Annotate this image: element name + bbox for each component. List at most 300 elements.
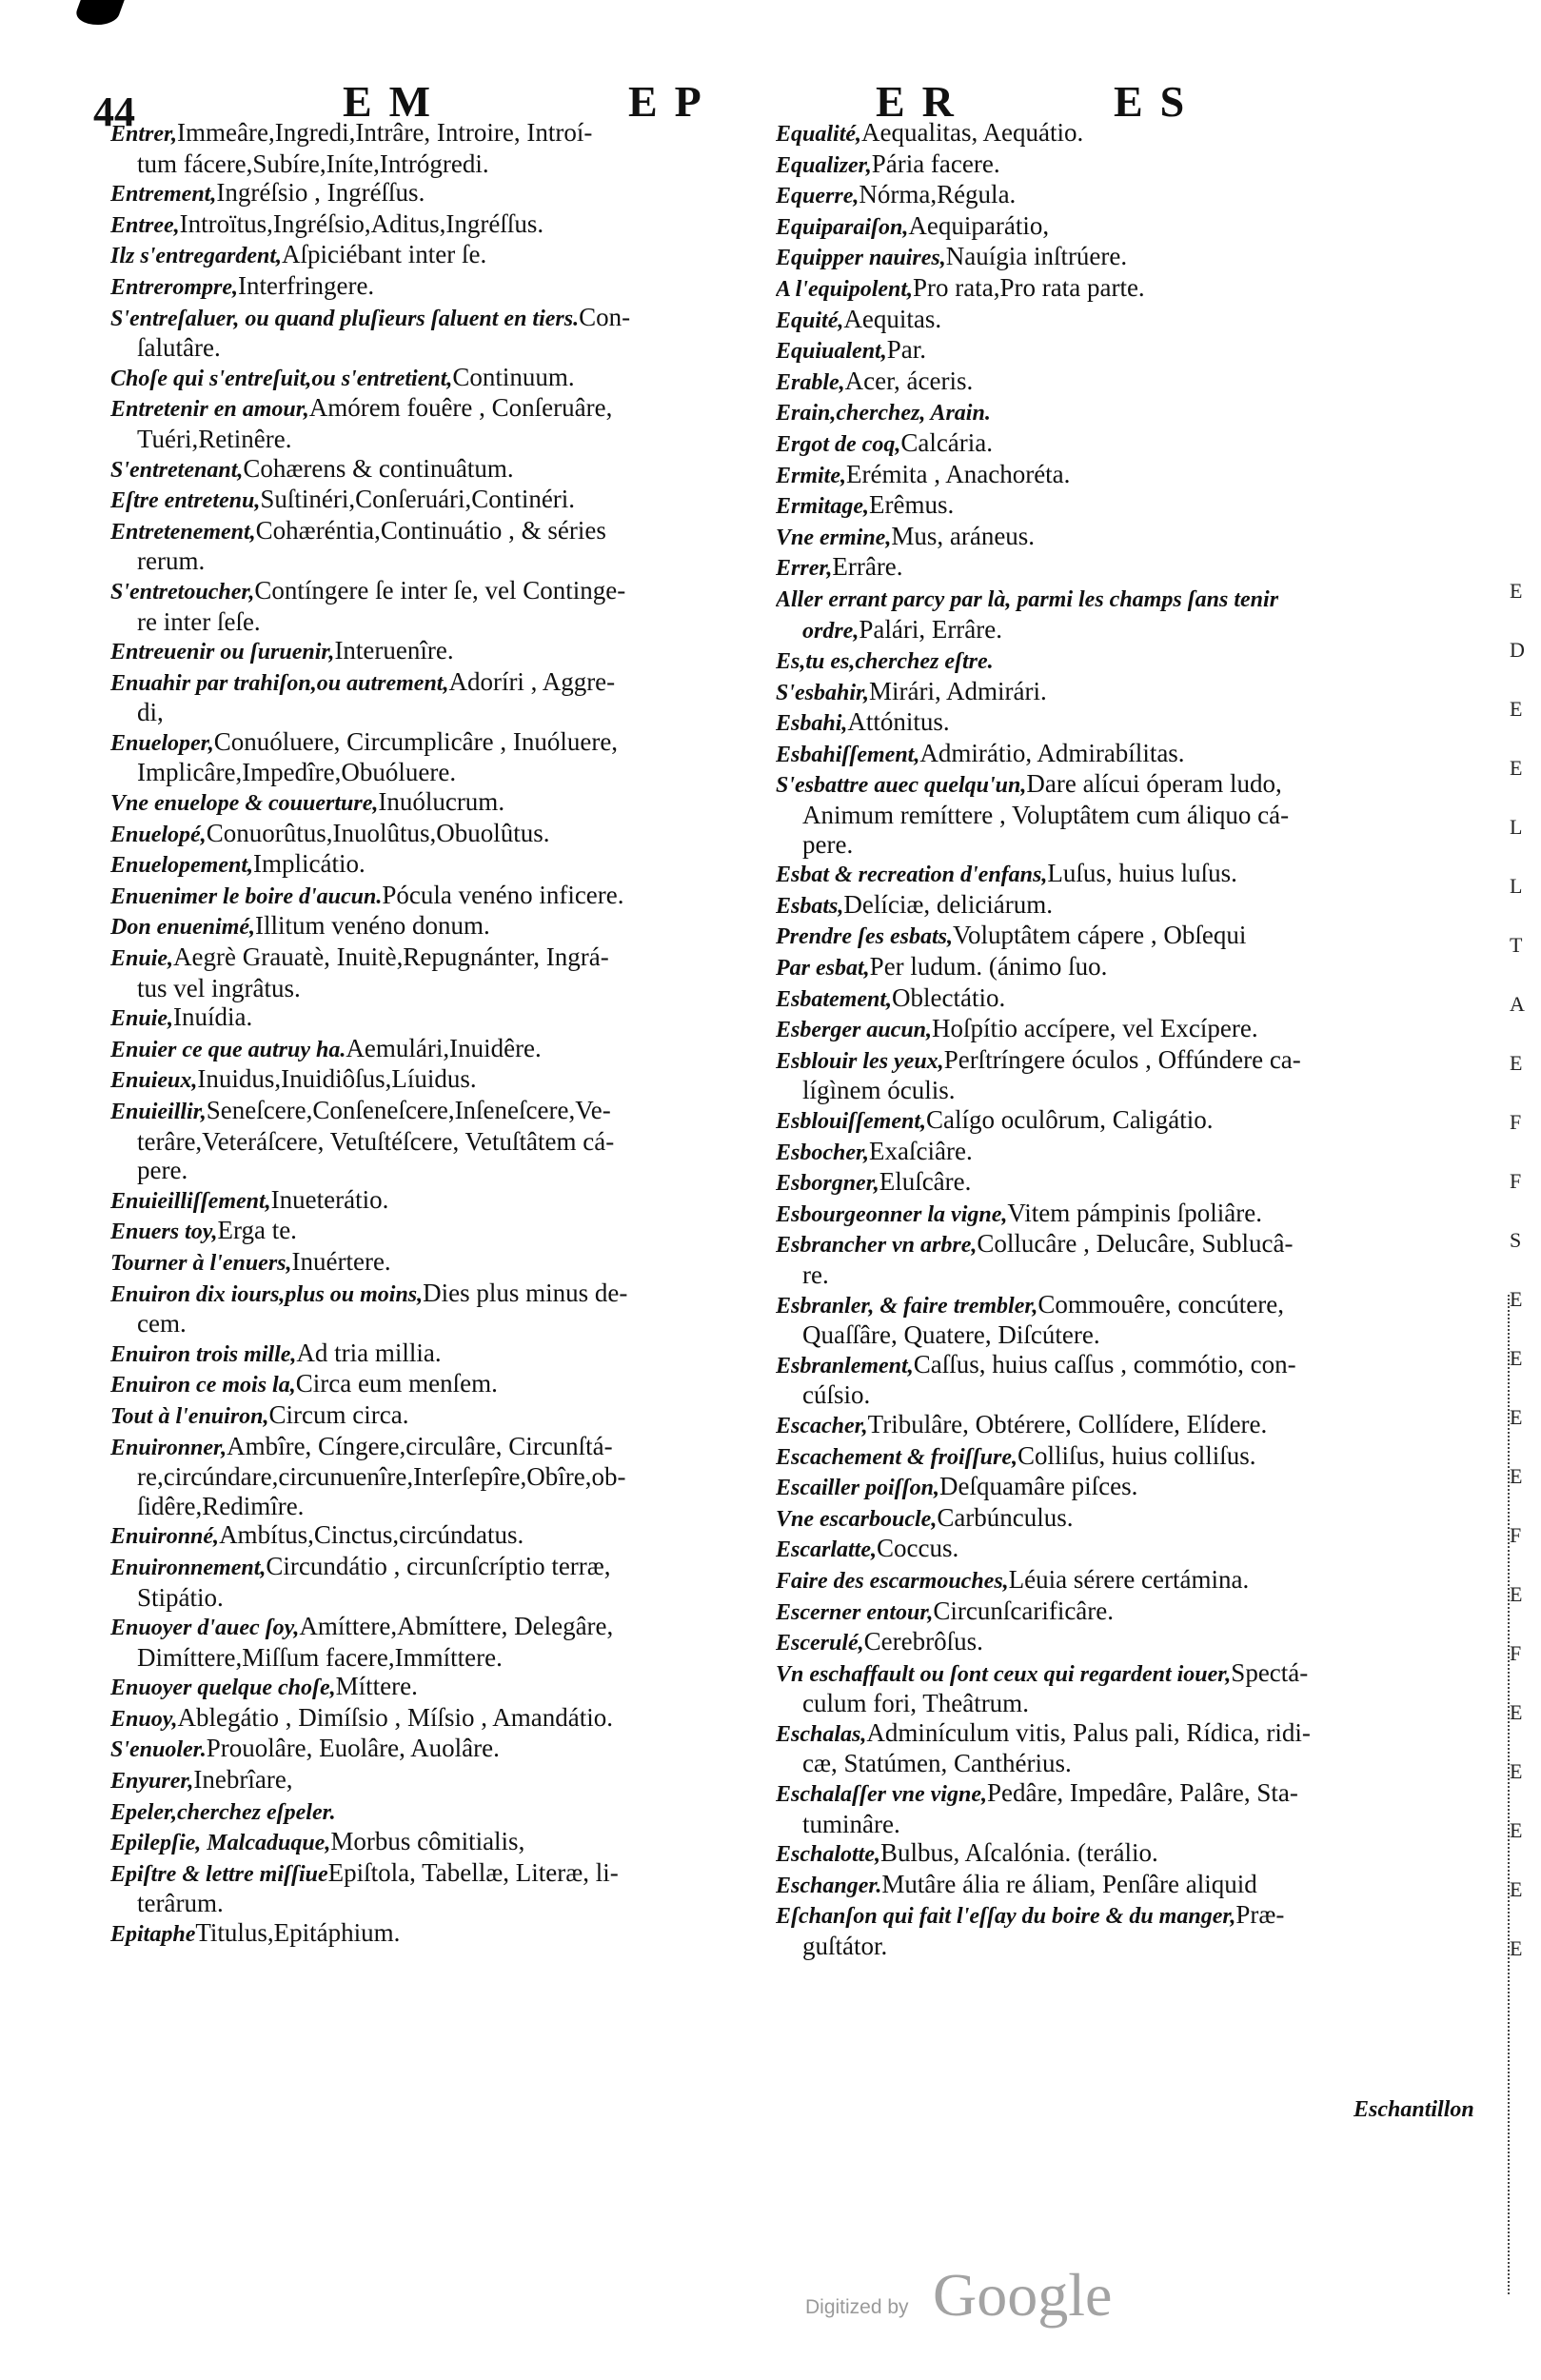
edge-fragment: F	[1510, 1641, 1522, 1665]
entry-translation: Epiſtola, Tabellæ, Literæ, li-	[327, 1857, 619, 1887]
entry-headword: Enuironnement,	[110, 1555, 267, 1580]
dictionary-entry	[110, 178, 760, 209]
entry-translation: Inebrîare,	[193, 1765, 293, 1795]
entry-translation: Collucâre , Delucâre, Sublucâ-	[977, 1229, 1294, 1259]
google-logo: Google	[933, 2261, 1113, 2329]
entry-headword: Enuiron ce mois la,	[110, 1373, 296, 1398]
entry-translation: Ambítus,Cinctus,circúndatus.	[219, 1520, 524, 1550]
entry-headword: Escacher,	[776, 1413, 868, 1438]
entry-headword: S'esbahir,	[776, 680, 870, 705]
entry-translation: Vitem pámpinis ſpoliâre.	[1007, 1198, 1262, 1227]
dictionary-entry	[110, 1827, 760, 1858]
dictionary-entry	[776, 1932, 1469, 1961]
entry-headword: Enuoy,	[110, 1706, 178, 1732]
dictionary-entry	[110, 636, 760, 667]
entry-headword: ordre,	[802, 618, 859, 644]
entry-translation: Delíciæ, deliciárum.	[843, 889, 1054, 919]
entry-headword: Esborgner,	[776, 1171, 879, 1197]
entry-translation: Aequalitas, Aequátio.	[861, 118, 1084, 147]
dictionary-entry	[776, 397, 1469, 428]
entry-headword: Equipper nauires,	[776, 246, 946, 271]
edge-fragment: D	[1510, 638, 1525, 662]
entry-translation: Aemulári,Inuidêre.	[346, 1033, 542, 1062]
dictionary-entry	[776, 707, 1469, 739]
entry-headword: Equerre,	[776, 184, 859, 209]
entry-headword: Epilepſie, Malcaduque,	[110, 1831, 331, 1856]
dictionary-entry	[110, 911, 760, 942]
entry-translation: Commouêre, concútere,	[1037, 1289, 1285, 1319]
entry-translation: re.	[802, 1259, 829, 1289]
entry-headword: Epitaphe	[110, 1922, 196, 1948]
dictionary-entry	[110, 1703, 760, 1735]
dictionary-entry	[110, 1064, 760, 1096]
dictionary-entry	[776, 1290, 1469, 1321]
dictionary-entry	[776, 1658, 1469, 1690]
entry-translation: Inuólucrum.	[378, 787, 505, 817]
dictionary-entry	[776, 830, 1469, 860]
entry-translation: Immeâre,Ingredi,Intrâre, Introire, Introí-	[177, 118, 593, 147]
entry-translation: Mirári, Admirári.	[869, 676, 1047, 705]
entry-translation: lígìnem óculis.	[802, 1076, 956, 1105]
entry-translation: Dies plus minus de-	[423, 1278, 628, 1307]
entry-headword: Entretenement,	[110, 519, 256, 545]
entry-translation: Circa eum menſem.	[295, 1369, 498, 1398]
entry-translation: Calcária.	[900, 427, 994, 457]
edge-fragment: A	[1510, 992, 1525, 1016]
edge-fragment: E	[1510, 1287, 1523, 1311]
entry-headword: Esbats,	[776, 893, 844, 919]
dictionary-entry	[776, 584, 1469, 615]
entry-translation: Aequitas.	[843, 304, 942, 333]
entry-translation: Inuértere.	[291, 1246, 391, 1276]
entry-translation: Léuia sérere certámina.	[1008, 1564, 1250, 1594]
entry-headword: S'entretoucher,	[110, 579, 255, 605]
entry-headword: Enueloper,	[110, 730, 214, 756]
entry-headword: Choſe qui s'entreſuit,ou s'entretient,	[110, 366, 453, 391]
entry-translation: Con-	[579, 302, 631, 331]
dictionary-entry	[110, 1552, 760, 1583]
dictionary-entry	[776, 1472, 1469, 1503]
edge-fragment: F	[1510, 1110, 1522, 1134]
entry-translation: Eluſcâre.	[879, 1167, 972, 1197]
dictionary-entry	[776, 1380, 1469, 1410]
dictionary-entry	[776, 1045, 1469, 1077]
dictionary-entry	[776, 769, 1469, 801]
entry-translation: Mutâre ália re áliam, Penſâre aliquid	[881, 1869, 1257, 1898]
entry-translation: cúſsio.	[802, 1380, 871, 1410]
entry-translation: Luſus, huius luſus.	[1047, 859, 1237, 888]
entry-translation: Nauígia inſtrúere.	[945, 242, 1128, 271]
edge-fragment: L	[1510, 815, 1523, 839]
entry-headword: Tout à l'enuiron,	[110, 1403, 269, 1429]
entry-translation: Morbus cômitialis,	[330, 1827, 525, 1856]
dictionary-entry	[776, 1749, 1469, 1778]
entry-headword: Erain,cherchez, Arain.	[776, 401, 991, 426]
entry-translation: Aſpiciébant inter ſe.	[282, 240, 487, 269]
dictionary-entry	[776, 983, 1469, 1015]
entry-translation: Ambîre, Cíngere,circulâre, Circunſtá-	[227, 1431, 613, 1460]
dictionary-entry	[110, 727, 760, 759]
dictionary-entry	[776, 859, 1469, 890]
entry-headword: Eschalas,	[776, 1721, 867, 1747]
entry-headword: Vne enuelope & couuerture,	[110, 791, 379, 817]
dictionary-entry	[110, 1127, 760, 1157]
entry-translation: re inter ſeſe.	[137, 606, 261, 636]
edge-fragment: E	[1510, 1759, 1523, 1783]
entry-translation: Pócula venéno inficere.	[382, 880, 624, 909]
entry-headword: Entretenir en amour,	[110, 397, 309, 423]
entry-headword: Equiparaiſon,	[776, 214, 909, 240]
dictionary-entry	[776, 552, 1469, 584]
footer-digitized-label: Digitized by	[805, 2296, 909, 2318]
dictionary-entry	[110, 1034, 760, 1065]
dictionary-entry	[776, 1689, 1469, 1718]
entry-translation: Pedâre, Impedâre, Palâre, Sta-	[986, 1778, 1298, 1808]
entry-headword: Prendre ſes esbats,	[776, 924, 953, 950]
dictionary-entry	[110, 333, 760, 363]
entry-headword: Enuiron dix iours,plus ou moins,	[110, 1281, 424, 1307]
entry-translation: pere.	[802, 829, 854, 859]
dictionary-entry	[110, 1002, 760, 1034]
dictionary-entry	[110, 1185, 760, 1217]
entry-headword: Equité,	[776, 307, 844, 333]
entry-translation: Bulbus, Aſcalónia. (terálio.	[880, 1838, 1158, 1868]
dictionary-entry	[110, 516, 760, 547]
dictionary-entry	[776, 305, 1469, 336]
entry-translation: tum fácere,Subíre,Iníte,Intrógredi.	[137, 149, 489, 178]
entry-translation: Caſſus, huius caſſus , commótio, con-	[913, 1349, 1296, 1378]
entry-headword: Esbahiſſement,	[776, 742, 920, 767]
entry-headword: Ergot de coq,	[776, 431, 901, 457]
entry-headword: Esbranlement,	[776, 1353, 914, 1378]
entry-translation: Palári, Errâre.	[859, 614, 1003, 644]
edge-fragment: E	[1510, 1936, 1523, 1960]
entry-translation: Deſquamâre piſces.	[939, 1472, 1138, 1501]
entry-translation: re,circúndare,circunuenîre,Interſepîre,Obîre,ob-	[137, 1462, 626, 1492]
entry-headword: Enuieillir,	[110, 1100, 207, 1124]
dictionary-entry	[110, 1339, 760, 1370]
entry-headword: Enuiron trois mille,	[110, 1341, 297, 1367]
dictionary-entry	[776, 921, 1469, 952]
entry-translation: Dare alícui óperam ludo,	[1026, 769, 1282, 799]
entry-headword: Entree,	[110, 212, 180, 238]
entry-headword: Epiſtre & lettre miſſiue	[110, 1861, 328, 1887]
entry-translation: Circum circa.	[268, 1399, 409, 1429]
dictionary-entry	[110, 1672, 760, 1703]
entry-translation: Adoríri , Aggre-	[448, 666, 616, 696]
entry-headword: Vn eschaffault ou ſont ceux qui regardent iouer,	[776, 1661, 1232, 1687]
edge-fragment: T	[1510, 933, 1523, 957]
entry-translation: tus vel ingrâtus.	[137, 973, 301, 1002]
entry-translation: pere.	[137, 1156, 188, 1185]
left-column	[110, 118, 760, 1950]
dictionary-entry	[776, 273, 1469, 305]
entry-translation: Erga te.	[217, 1216, 297, 1245]
entry-headword: Enuoyer quelque choſe,	[110, 1676, 336, 1701]
dictionary-entry	[776, 180, 1469, 211]
entry-translation: Seneſcere,Conſeneſcere,Inſeneſcere,Ve-	[206, 1096, 611, 1124]
dictionary-entry	[776, 890, 1469, 922]
entry-translation: Ad tria millia.	[296, 1338, 442, 1367]
dictionary-entry	[110, 271, 760, 303]
entry-translation: Dimíttere,Miſſum facere,Immíttere.	[137, 1642, 503, 1672]
entry-translation: Amíttere,Abmíttere, Delegâre,	[299, 1612, 614, 1641]
entry-translation: ſidêre,Redimîre.	[137, 1491, 305, 1520]
dictionary-entry	[110, 1247, 760, 1279]
entry-headword: S'enuoler.	[110, 1737, 207, 1763]
entry-translation: ſalutâre.	[137, 333, 221, 363]
entry-translation: Interuenîre.	[334, 636, 454, 665]
entry-translation: di,	[137, 698, 164, 727]
entry-translation: Tribulâre, Obtérere, Collídere, Elídere.	[867, 1409, 1268, 1438]
dictionary-entry	[110, 1369, 760, 1400]
entry-headword: Entrement,	[110, 182, 217, 208]
entry-headword: A l'equipolent,	[776, 276, 914, 302]
entry-translation: Illitum venéno donum.	[255, 911, 490, 941]
entry-translation: tuminâre.	[802, 1809, 900, 1838]
dictionary-entry	[776, 1229, 1469, 1260]
dictionary-entry	[110, 698, 760, 727]
entry-headword: Enyurer,	[110, 1769, 194, 1795]
dictionary-entry	[110, 425, 760, 454]
entry-translation: cæ, Statúmen, Canthérius.	[802, 1749, 1072, 1778]
entry-headword: Enuier ce que autruy ha.	[110, 1037, 346, 1062]
dictionary-entry	[776, 1137, 1469, 1168]
page-edge-line	[1508, 1295, 1511, 2294]
entry-headword: Enuironné,	[110, 1524, 220, 1550]
entry-translation: terâre,Veteráſcere, Vetuſtéſcere, Vetuſtâtem cá-	[137, 1126, 615, 1156]
dictionary-entry	[776, 1260, 1469, 1290]
entry-translation: Voluptâtem cápere , Obſequi	[952, 921, 1247, 950]
dictionary-entry	[776, 739, 1469, 770]
entry-headword: Ermite,	[776, 463, 847, 488]
entry-headword: Eſchanſon qui fait l'eſſay du boire & du manger,	[776, 1904, 1236, 1930]
entry-headword: Ermitage,	[776, 494, 870, 520]
edge-fragment: F	[1510, 1169, 1522, 1193]
dictionary-entry	[776, 1810, 1469, 1839]
entry-headword: Esbatement,	[776, 986, 893, 1012]
entry-headword: Enuie,	[110, 1006, 174, 1032]
dictionary-entry	[110, 1583, 760, 1613]
dictionary-entry	[110, 1520, 760, 1552]
entry-headword: Faire des escarmouches,	[776, 1568, 1009, 1594]
entry-translation: Ablegátio , Dimíſsio , Míſsio , Amandátio.	[177, 1702, 613, 1732]
digitization-footer	[800, 2258, 1142, 2334]
entry-translation: Hoſpítio accípere, vel Excípere.	[932, 1014, 1258, 1043]
entry-translation: Præ-	[1235, 1900, 1285, 1930]
entry-headword: Ilz s'entregardent,	[110, 244, 283, 269]
adjacent-page-edge	[1510, 562, 1541, 1978]
entry-translation: Inueterátio.	[270, 1184, 389, 1214]
entry-translation: Tuéri,Retinêre.	[137, 424, 292, 453]
entry-translation: Circunſcarificâre.	[933, 1596, 1115, 1625]
entry-headword: Entrer,	[110, 122, 178, 147]
entry-headword: Vne ermine,	[776, 525, 892, 550]
dictionary-entry	[110, 454, 760, 486]
dictionary-entry	[110, 240, 760, 271]
dictionary-entry	[110, 1462, 760, 1492]
dictionary-entry	[110, 1889, 760, 1918]
dictionary-entry	[110, 787, 760, 819]
entry-headword: Es,tu es,cherchez eſtre.	[776, 649, 994, 675]
dictionary-entry	[776, 242, 1469, 273]
entry-translation: Implicâre,Impedîre,Obuóluere.	[137, 758, 457, 787]
catchword: Eschantillon	[1353, 2097, 1474, 2122]
dictionary-entry	[776, 149, 1469, 181]
dictionary-entry	[110, 1643, 760, 1673]
entry-headword: S'entretenant,	[110, 457, 244, 483]
dictionary-entry	[110, 1400, 760, 1432]
dictionary-entry	[776, 1350, 1469, 1381]
dictionary-entry	[776, 1565, 1469, 1597]
entry-headword: S'entreſaluer, ou quand pluſieurs ſaluent en tiers.	[110, 306, 580, 331]
dictionary-entry	[776, 1900, 1469, 1932]
header-em: EM	[343, 77, 448, 126]
entry-headword: Enuoyer d'auec ſoy,	[110, 1616, 300, 1641]
entry-translation: Pro rata,Pro rata parte.	[913, 272, 1145, 302]
entry-headword: Enuers toy,	[110, 1220, 218, 1245]
entry-headword: Esbocher,	[776, 1140, 870, 1165]
edge-fragment: E	[1510, 1346, 1523, 1370]
entry-headword: Enuieilliſſement,	[110, 1188, 271, 1214]
dictionary-entry	[110, 1432, 760, 1463]
entry-headword: Enuahir par trahiſon,ou autrement,	[110, 670, 449, 696]
edge-fragment: E	[1510, 1700, 1523, 1724]
edge-fragment: E	[1510, 697, 1523, 721]
edge-fragment: E	[1510, 1582, 1523, 1606]
entry-translation: Par.	[886, 335, 926, 365]
entry-headword: Escerner entour,	[776, 1599, 934, 1625]
dictionary-entry	[110, 1858, 760, 1890]
entry-headword: Vne escarboucle,	[776, 1506, 938, 1532]
dictionary-entry	[110, 546, 760, 576]
entry-translation: Conuorûtus,Inuolûtus,Obuolûtus.	[206, 818, 550, 847]
dictionary-entry	[776, 118, 1469, 149]
dictionary-entry	[776, 335, 1469, 367]
dictionary-entry	[110, 303, 760, 334]
entry-translation: Amórem fouêre , Conſeruâre,	[308, 393, 613, 423]
dictionary-entry	[110, 393, 760, 425]
page-number: 44	[93, 89, 135, 135]
entry-headword: Enuelopé,	[110, 822, 207, 847]
edge-fragment: E	[1510, 1405, 1523, 1429]
dictionary-entry	[776, 460, 1469, 491]
header-ep: EP	[628, 77, 719, 126]
edge-fragment: F	[1510, 1523, 1522, 1547]
dictionary-entry	[110, 1918, 760, 1950]
entry-translation: Stipátio.	[137, 1582, 224, 1612]
edge-fragment: E	[1510, 1051, 1523, 1075]
entry-translation: Implicátio.	[253, 849, 365, 879]
entry-headword: Don enuenimé,	[110, 915, 256, 941]
entry-headword: Esbourgeonner la vigne,	[776, 1201, 1008, 1227]
entry-translation: Titulus,Epitáphium.	[195, 1918, 401, 1948]
entry-headword: Escailler poiſſon,	[776, 1476, 939, 1501]
dictionary-entry	[110, 576, 760, 607]
dictionary-entry	[110, 974, 760, 1003]
entry-headword: Erable,	[776, 369, 845, 395]
edge-fragment: E	[1510, 1818, 1523, 1842]
entry-translation: guſtátor.	[802, 1932, 888, 1961]
edge-fragment: L	[1510, 874, 1523, 898]
entry-headword: Equiualent,	[776, 339, 887, 365]
entry-headword: Entrerompre,	[110, 274, 239, 300]
dictionary-entry	[776, 1320, 1469, 1350]
dictionary-entry	[110, 607, 760, 637]
entry-translation: terârum.	[137, 1889, 224, 1918]
entry-translation: Circundátio , circunſcríptio terræ,	[266, 1551, 611, 1580]
entry-translation: Interfringere.	[238, 270, 375, 300]
dictionary-entry	[110, 1765, 760, 1796]
entry-translation: Acer, áceris.	[844, 366, 974, 395]
entry-headword: Esbrancher vn arbre,	[776, 1233, 978, 1259]
entry-translation: Perſtríngere óculos , Offúndere ca-	[943, 1044, 1301, 1074]
entry-headword: Eschalaſſer vne vigne,	[776, 1782, 987, 1808]
entry-headword: Eschanger.	[776, 1873, 882, 1898]
entry-headword: Eschalotte,	[776, 1842, 881, 1868]
dictionary-entry	[776, 677, 1469, 708]
dictionary-entry	[110, 942, 760, 974]
entry-headword: Aller errant parcy par là, parmi les champs ſans tenir	[776, 586, 1279, 612]
edge-fragment: E	[1510, 756, 1523, 780]
entry-headword: Escerulé,	[776, 1631, 864, 1656]
entry-headword: Par esbat,	[776, 956, 870, 982]
dictionary-entry	[776, 1014, 1469, 1045]
entry-translation: Aegrè Grauatè, Inuitè,Repugnánter, Ingrá-	[173, 942, 609, 972]
dictionary-entry	[776, 211, 1469, 243]
entry-headword: Escachement & froiſſure,	[776, 1444, 1017, 1470]
entry-headword: Esbahi,	[776, 711, 848, 737]
dictionary-entry	[110, 149, 760, 179]
entry-translation: Exaſciâre.	[869, 1136, 973, 1165]
entry-headword: Entreuenir ou ſuruenir,	[110, 640, 335, 665]
dictionary-entry	[776, 367, 1469, 398]
entry-headword: Enuelopement,	[110, 853, 254, 879]
edge-fragment: E	[1510, 1877, 1523, 1901]
entry-translation: Coccus.	[877, 1534, 959, 1563]
dictionary-entry	[110, 1309, 760, 1339]
entry-translation: Míttere.	[335, 1672, 418, 1701]
entry-translation: Contíngere ſe inter ſe, vel Continge-	[254, 575, 626, 605]
entry-headword: Epeler,cherchez eſpeler.	[110, 1799, 336, 1825]
entry-translation: Suſtinéri,Conſeruári,Continéri.	[260, 485, 576, 514]
scan-blot	[71, 0, 124, 25]
dictionary-entry	[776, 1718, 1469, 1750]
entry-translation: Admirátio, Admirabílitas.	[919, 738, 1185, 767]
dictionary-entry	[776, 1076, 1469, 1105]
entry-translation: culum fori, Theâtrum.	[802, 1689, 1029, 1718]
dictionary-entry	[110, 1492, 760, 1521]
dictionary-entry	[110, 485, 760, 516]
dictionary-entry	[776, 522, 1469, 553]
dictionary-entry	[110, 1156, 760, 1185]
entry-translation: Spectá-	[1231, 1657, 1309, 1687]
entry-translation: Inuidus,Inuidiôſus,Líuidus.	[197, 1064, 477, 1094]
dictionary-entry	[776, 428, 1469, 460]
header-er: ER	[876, 77, 971, 126]
dictionary-entry	[776, 952, 1469, 983]
entry-headword: Errer,	[776, 556, 833, 582]
dictionary-entry	[110, 1216, 760, 1247]
dictionary-entry	[776, 1105, 1469, 1137]
entry-translation: Erémita , Anachoréta.	[846, 459, 1071, 488]
dictionary-entry	[110, 849, 760, 881]
entry-translation: Quaſſâre, Quatere, Diſcútere.	[802, 1320, 1100, 1350]
dictionary-entry	[776, 645, 1469, 677]
entry-translation: Attónitus.	[847, 707, 950, 737]
dictionary-entry	[776, 1597, 1469, 1628]
entry-translation: Per ludum. (ánimo ſuo.	[869, 952, 1108, 982]
